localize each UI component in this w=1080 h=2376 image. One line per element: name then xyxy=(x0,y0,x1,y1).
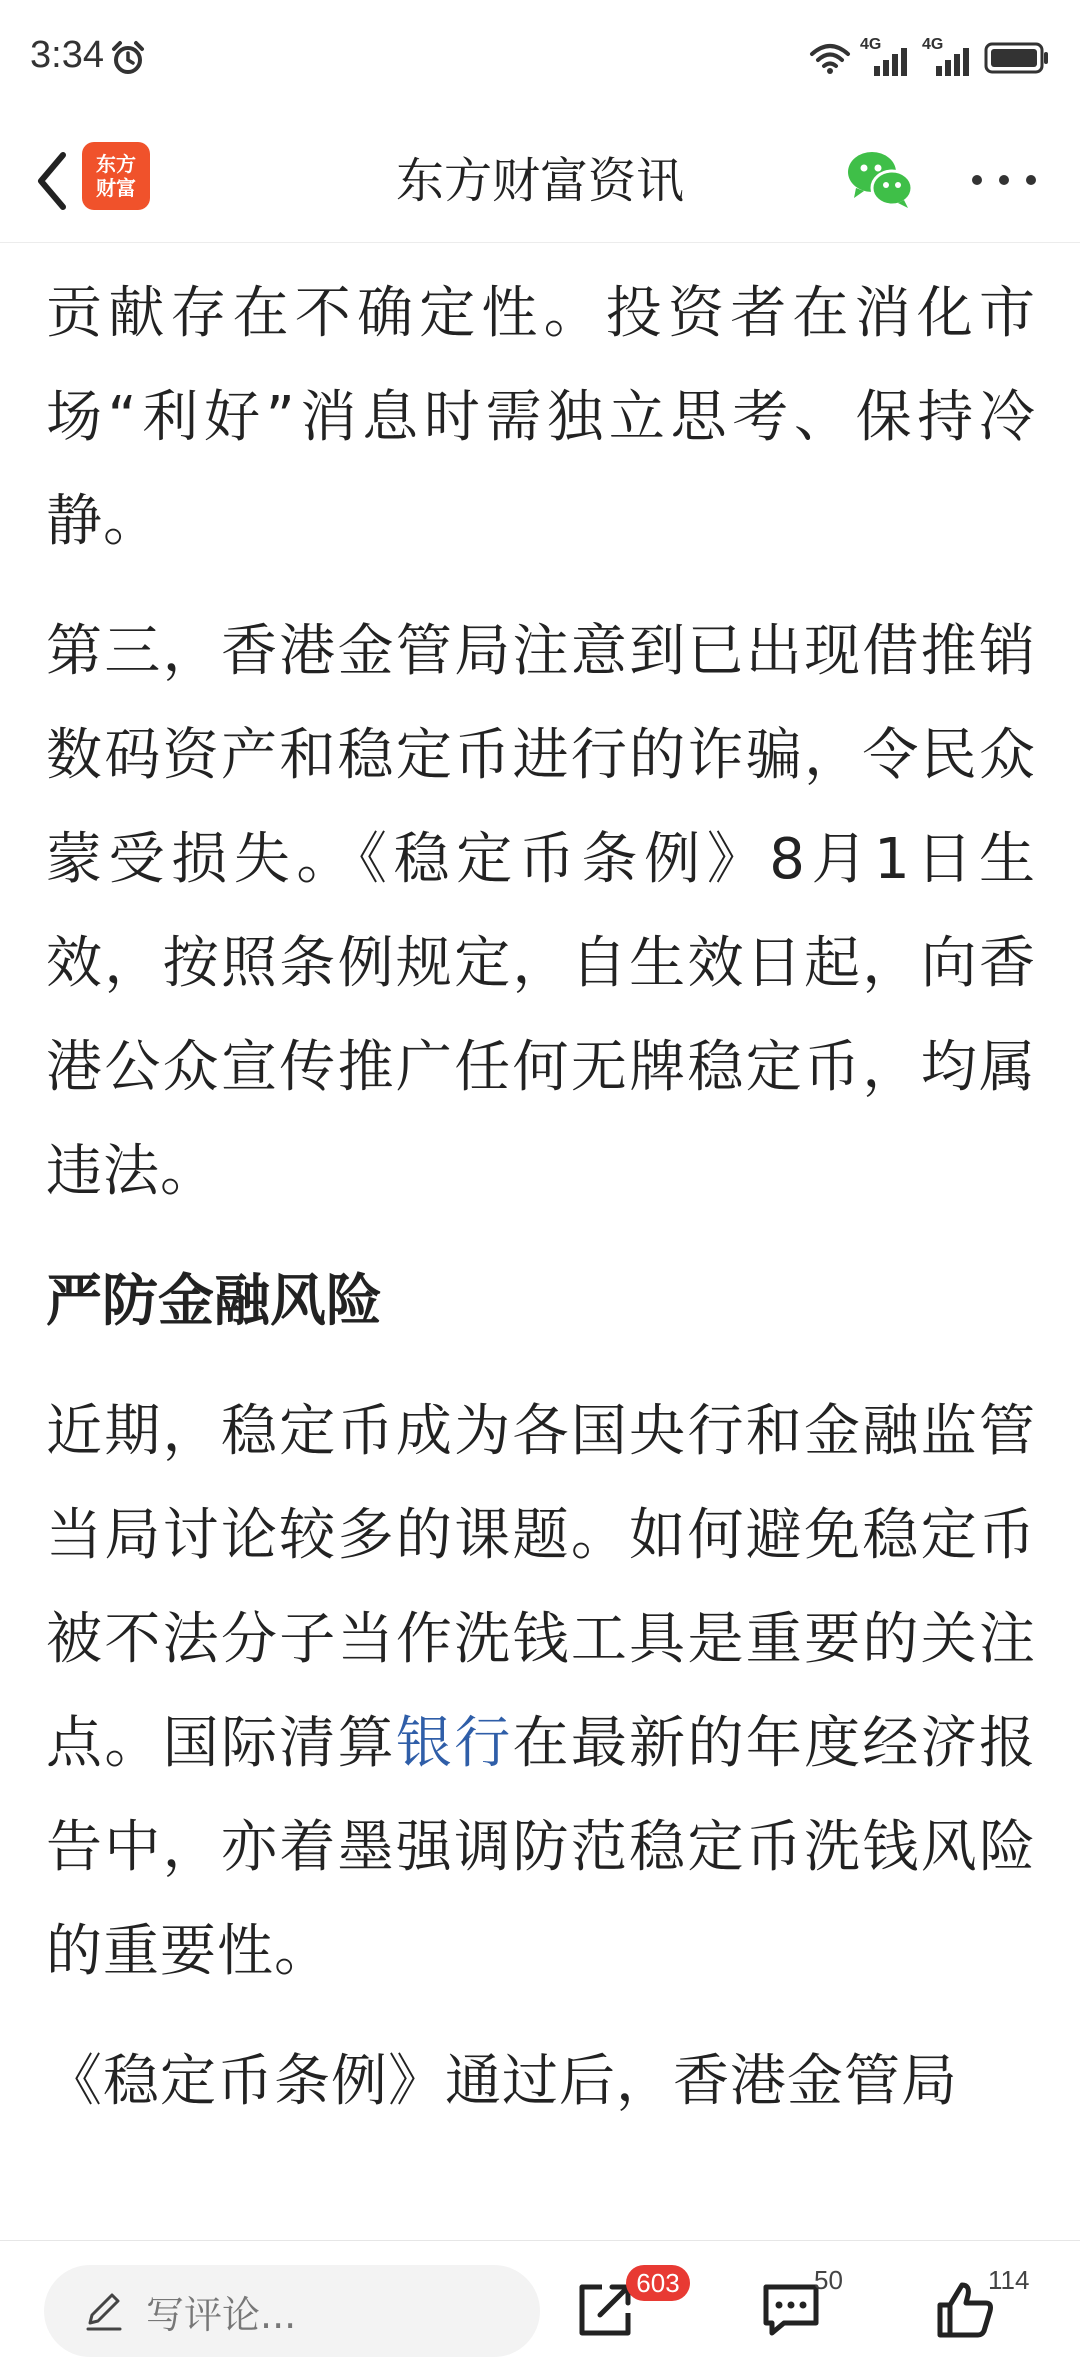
app-logo[interactable] xyxy=(82,142,150,210)
logo-text-line: 东方 xyxy=(96,152,136,176)
comment-input[interactable] xyxy=(44,2265,540,2357)
signal-icon xyxy=(860,36,914,76)
page-title: 东方财富资讯 xyxy=(395,153,684,209)
comment-count: 50 xyxy=(814,2265,843,2295)
article-paragraph: 《稳定币条例》通过后，香港金管局 xyxy=(46,2049,958,2114)
logo-text-line: 财富 xyxy=(96,176,136,200)
article-paragraph: 第三，香港金管局注意到已出现借推销数码资产和稳定币进行的诈骗，令民众蒙受损失。《稳定币条例》8月1日生效，按照条例规定，自生效日起，向香港公众宣传推广任何无牌稳定币，均属违法。 xyxy=(46,619,1036,1204)
comment-icon xyxy=(760,2279,822,2341)
chevron-left-icon xyxy=(35,151,69,211)
pen-icon xyxy=(82,2289,126,2333)
status-time: 3:34 xyxy=(30,34,104,76)
network-label: 4G xyxy=(922,36,944,53)
paragraph-text: 在最新的年度经济报告中，亦着墨强调防范稳定币洗钱风险的重要性。 xyxy=(46,1711,1036,1984)
battery-icon xyxy=(984,41,1050,75)
section-heading: 严防金融风险 xyxy=(46,1269,382,1334)
status-bar xyxy=(0,0,1080,120)
status-icons xyxy=(808,36,1050,80)
back-button[interactable] xyxy=(22,148,82,214)
more-options-icon[interactable] xyxy=(972,160,1036,200)
like-count: 114 xyxy=(988,2265,1030,2295)
keyword-link[interactable]: 银行 xyxy=(395,1711,513,1776)
comment-placeholder: 写评论... xyxy=(146,2292,297,2337)
article-paragraph xyxy=(46,1380,1036,2004)
app-header xyxy=(0,120,1080,243)
article-paragraph: 贡献存在不确定性。投资者在消化市场“利好”消息时需独立思考、保持冷静。 xyxy=(46,281,1036,554)
share-button[interactable] xyxy=(566,2268,680,2351)
article-body xyxy=(46,262,1036,2232)
wechat-share-icon[interactable] xyxy=(846,148,914,212)
bottom-action-bar xyxy=(0,2240,1080,2376)
wifi-icon xyxy=(808,40,852,76)
thumbs-up-icon xyxy=(934,2279,996,2341)
share-count-badge: 603 xyxy=(626,2265,690,2301)
like-button[interactable] xyxy=(926,2265,1030,2351)
signal-icon xyxy=(922,36,976,76)
alarm-icon xyxy=(110,40,146,76)
network-label: 4G xyxy=(860,36,882,53)
comments-button[interactable] xyxy=(752,2265,843,2351)
paragraph-text: 近期，稳定币成为各国央行和金融监管当局讨论较多的课题。如何避免稳定币被不法分子当作洗钱工具是重要的关注点。国际清算 xyxy=(46,1399,1036,1776)
